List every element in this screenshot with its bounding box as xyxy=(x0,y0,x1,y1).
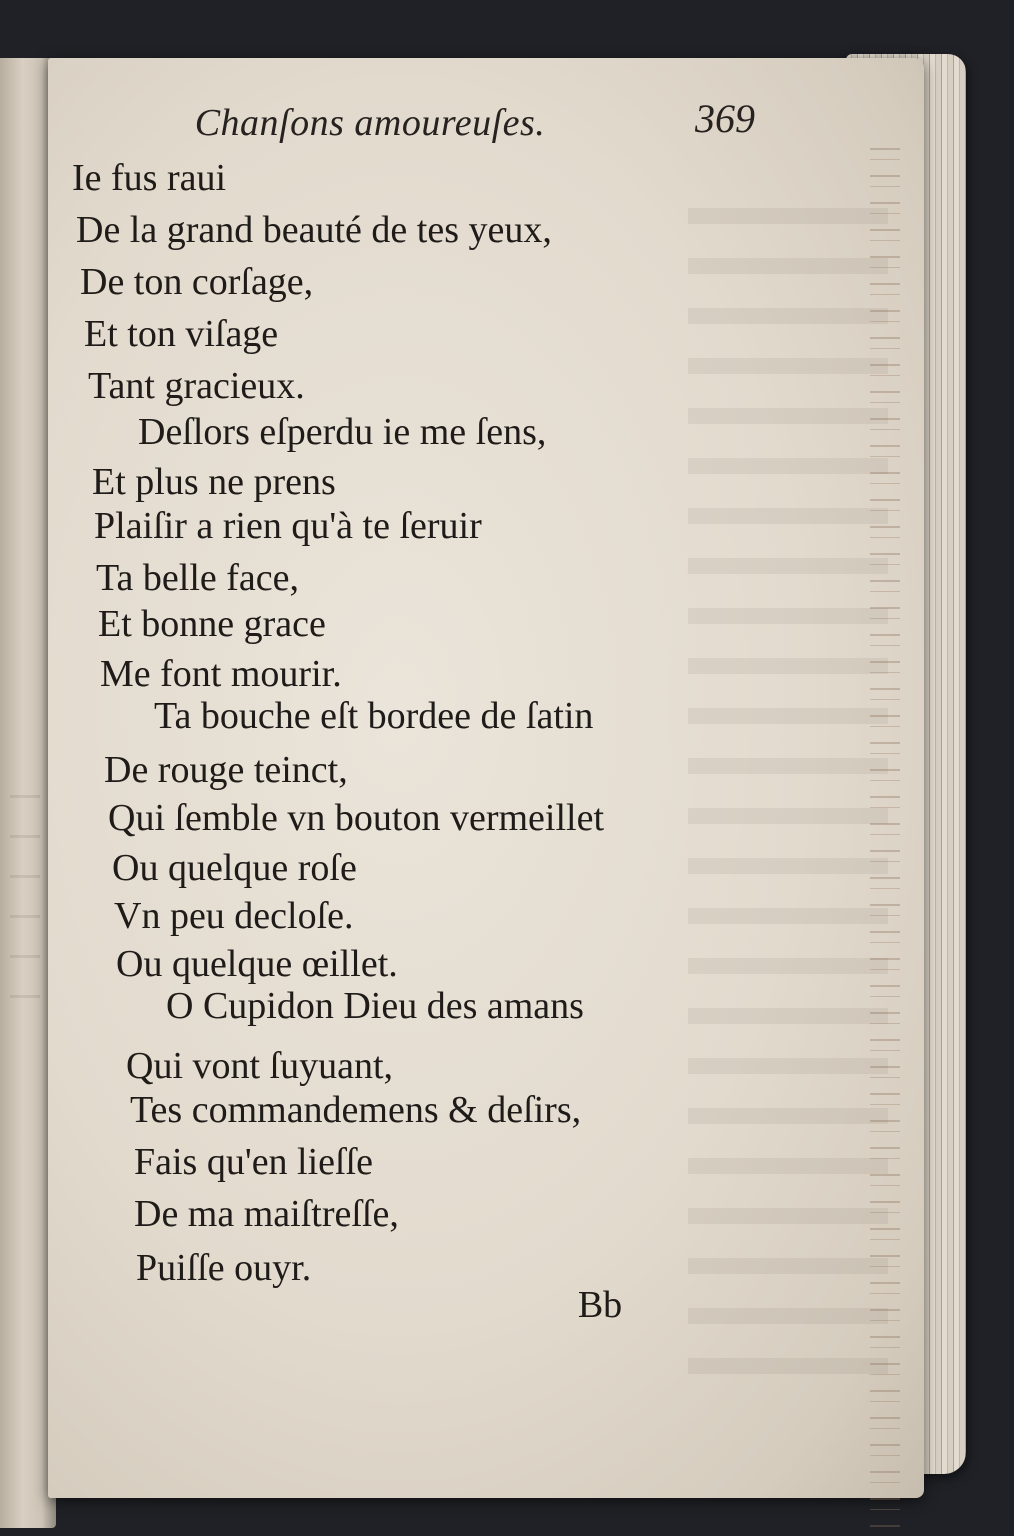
verse-line: Ta bouche eſt bordee de ſatin xyxy=(154,695,594,737)
verse-line: Qui vont ſuyuant, xyxy=(126,1045,394,1087)
verse-line: Fais qu'en lieſſe xyxy=(134,1141,374,1183)
verse-line: Et ton viſage xyxy=(84,313,279,355)
verse-line: O Cupidon Dieu des amans xyxy=(166,985,584,1027)
verse-line: Ou quelque œillet. xyxy=(116,943,398,985)
verse-line: Puiſſe ouyr. xyxy=(136,1247,312,1289)
running-head-title: Chanſons amoureuſes. xyxy=(194,102,546,144)
verse-line: Qui ſemble vn bouton vermeillet xyxy=(108,797,605,839)
verse-line: Tant gracieux. xyxy=(88,365,305,407)
verse-line: De ma maiſtreſſe, xyxy=(134,1193,399,1235)
show-through-text xyxy=(688,208,888,1388)
page-number: 369 xyxy=(695,96,755,141)
verse-line: De la grand beauté de tes yeux, xyxy=(76,209,552,251)
signature-mark: Bb xyxy=(577,1284,623,1326)
verse-line: Ie fus raui xyxy=(72,157,227,199)
verse-line: Me font mourir. xyxy=(100,653,342,695)
verse-line: Deſlors eſperdu ie me ſens, xyxy=(138,411,547,453)
verse-line: Vn peu decloſe. xyxy=(114,895,354,937)
verse-line: Tes commandemens & deſirs, xyxy=(130,1089,582,1131)
verse-line: Ou quelque roſe xyxy=(112,847,357,889)
page-edge-foxing xyxy=(870,148,900,1528)
verse-line: Plaiſir a rien qu'à te ſeruir xyxy=(94,505,482,547)
verse-line: Et plus ne prens xyxy=(92,461,336,503)
verse-line: Et bonne grace xyxy=(98,603,326,645)
verse-line: De ton corſage, xyxy=(80,261,314,303)
verse-line: De rouge teinct, xyxy=(104,749,348,791)
verse-line: Ta belle face, xyxy=(96,557,300,599)
facing-page-bleed-through xyxy=(10,758,40,998)
